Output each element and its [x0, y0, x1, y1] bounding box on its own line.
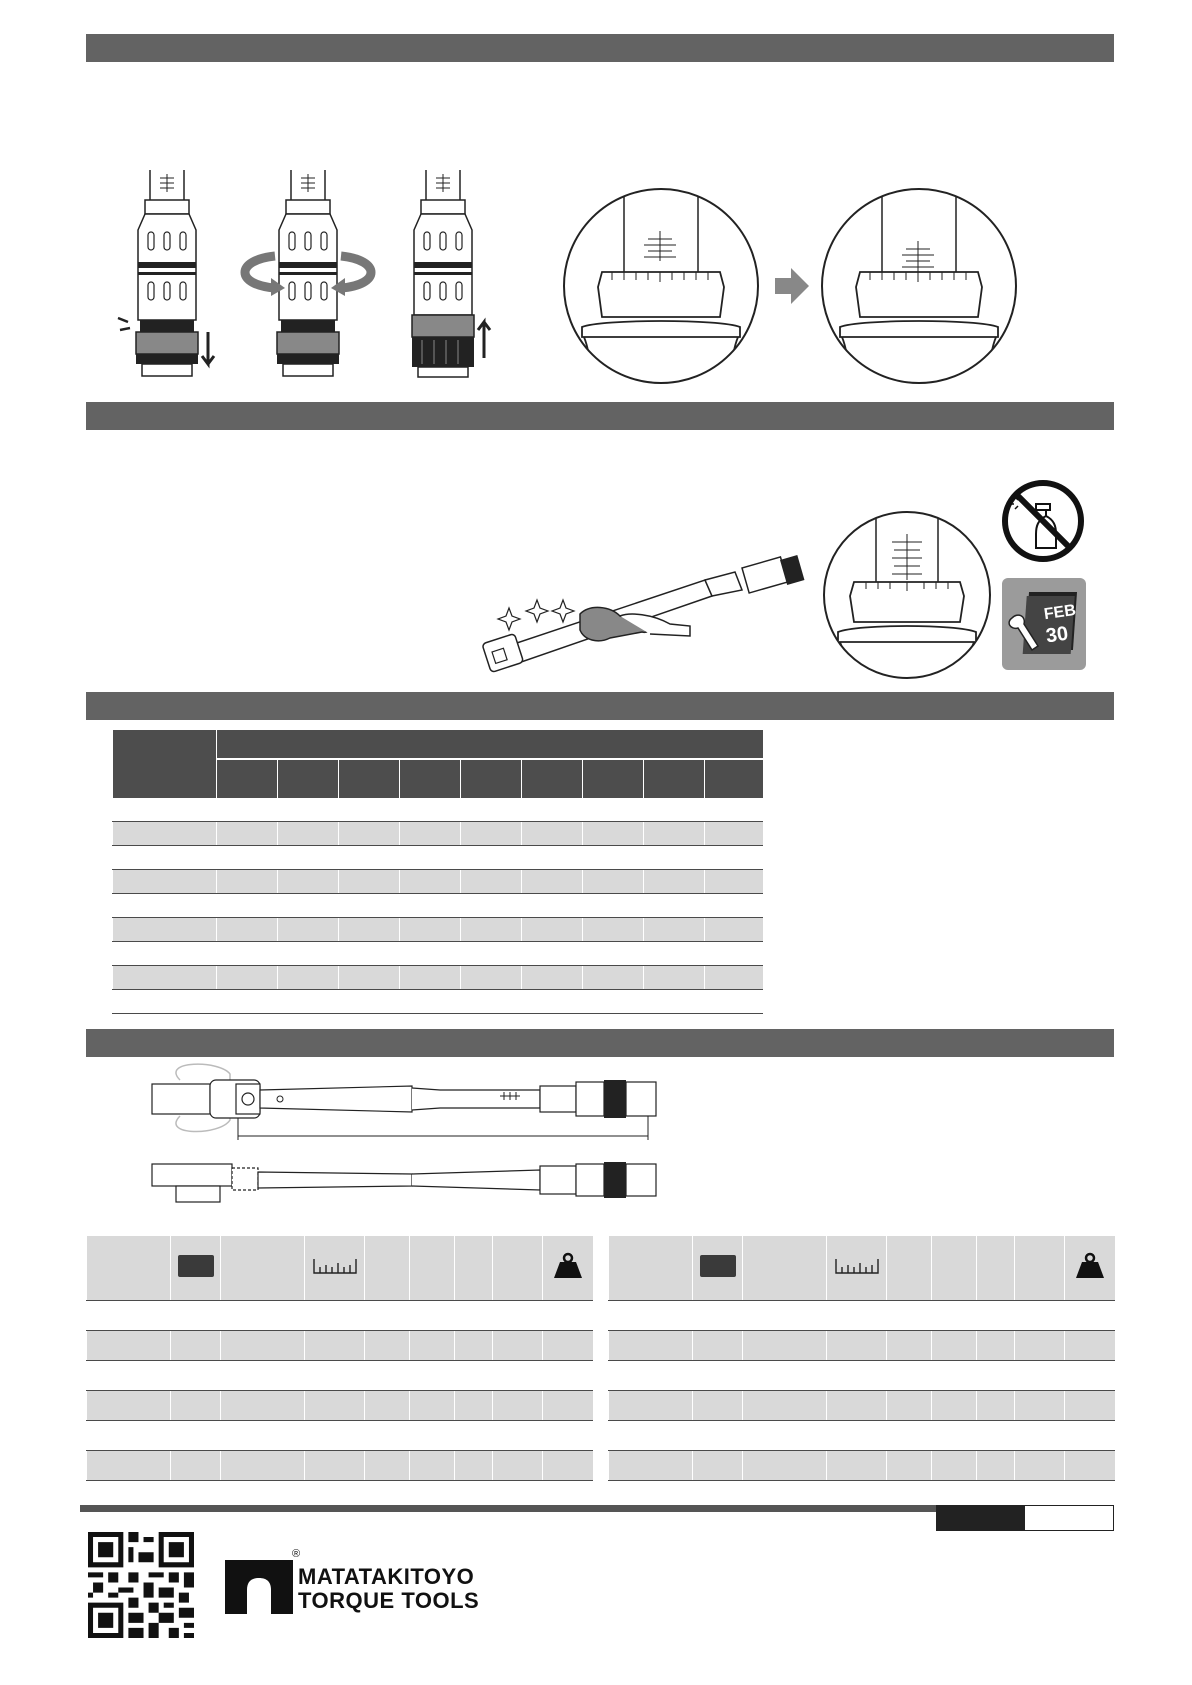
spec-header-col: [400, 759, 461, 798]
dim-header-cell: [932, 1236, 977, 1301]
dim-table-left-body: [87, 1301, 593, 1481]
table-row: [113, 798, 763, 822]
qr-code-icon: [88, 1532, 194, 1638]
table-row: [113, 846, 763, 870]
square-drive-icon: [178, 1255, 214, 1277]
table-row: [113, 990, 763, 1014]
dim-header-cell: [977, 1236, 1015, 1301]
spec-header-group: [217, 730, 763, 759]
dim-header-cell: [455, 1236, 493, 1301]
spec-table: [112, 730, 763, 1014]
table-row: [609, 1391, 1115, 1421]
no-spray-icon: [1000, 478, 1086, 564]
brand-name-line2: TORQUE TOOLS: [298, 1588, 480, 1613]
calendar-day: 30: [1044, 622, 1070, 648]
section-bar-1: [86, 34, 1114, 62]
wrench-top-view-drawing: [150, 1060, 690, 1140]
spec-header-col: [583, 759, 644, 798]
spec-header-corner: [113, 730, 217, 798]
square-drive-icon: [700, 1255, 736, 1277]
weight-icon: [553, 1253, 583, 1279]
table-row: [609, 1421, 1115, 1451]
section-bar-3: [86, 692, 1114, 720]
scale-after-illustration: [820, 187, 1018, 385]
spec-header-col: [339, 759, 400, 798]
table-row: [113, 870, 763, 894]
table-row: [609, 1301, 1115, 1331]
table-row: [113, 966, 763, 990]
dim-header-cell: [410, 1236, 455, 1301]
dim-header-cell: [1065, 1236, 1115, 1301]
section-bar-2: [86, 402, 1114, 430]
dim-header-cell: [221, 1236, 305, 1301]
page-number-box-dark: [936, 1505, 1024, 1531]
table-row: [87, 1361, 593, 1391]
dim-header-cell: [887, 1236, 932, 1301]
dim-table-right-body: [609, 1301, 1115, 1481]
matatakitoyo-logo-icon: [225, 1560, 293, 1614]
dimension-table-left: [86, 1236, 593, 1481]
calendar-month: FEB: [1042, 601, 1077, 624]
spec-header-col: [705, 759, 763, 798]
dim-header-cell: [743, 1236, 827, 1301]
ruler-icon: [834, 1257, 880, 1275]
dim-header-cell: [171, 1236, 221, 1301]
spec-header-col: [644, 759, 705, 798]
table-row: [113, 822, 763, 846]
section-bar-4: [86, 1029, 1114, 1057]
table-row: [609, 1331, 1115, 1361]
dim-header-cell: [365, 1236, 410, 1301]
table-row: [87, 1301, 593, 1331]
dim-header-cell: [1015, 1236, 1065, 1301]
table-row: [87, 1331, 593, 1361]
wrench-cleaning-illustration: [480, 560, 810, 680]
brand-name-line1: MATATAKITOYO: [298, 1564, 475, 1589]
table-row: [87, 1421, 593, 1451]
table-row: [113, 894, 763, 918]
dim-header-cell: [305, 1236, 365, 1301]
handle-unlock-illustration: [118, 170, 228, 385]
dimension-table-right: [608, 1236, 1115, 1481]
wrench-side-view-drawing: [150, 1158, 670, 1218]
spec-header-col: [278, 759, 339, 798]
spec-header-col: [217, 759, 278, 798]
scale-closeup-illustration: [822, 510, 992, 680]
dim-header-cell: [693, 1236, 743, 1301]
ruler-icon: [312, 1257, 358, 1275]
handle-rotate-illustration: [245, 170, 375, 385]
table-row: [87, 1391, 593, 1421]
scale-before-illustration: [562, 187, 760, 385]
weight-icon: [1075, 1253, 1105, 1279]
table-row: [609, 1361, 1115, 1391]
table-row: [609, 1451, 1115, 1481]
table-row: [113, 918, 763, 942]
dim-header-cell: [609, 1236, 693, 1301]
spec-header-col: [461, 759, 522, 798]
dim-header-cell: [493, 1236, 543, 1301]
dim-header-cell: [543, 1236, 593, 1301]
table-row: [113, 942, 763, 966]
calendar-maintenance-icon: [1002, 578, 1086, 670]
table-row: [87, 1451, 593, 1481]
right-arrow-icon: [775, 268, 809, 304]
spec-table-body: [113, 798, 763, 1014]
registered-mark: ®: [292, 1548, 301, 1560]
dim-header-cell: [827, 1236, 887, 1301]
spec-header-col: [522, 759, 583, 798]
dim-header-cell: [87, 1236, 171, 1301]
handle-lock-illustration: [400, 170, 510, 385]
page-number-box-light: [1024, 1505, 1114, 1531]
